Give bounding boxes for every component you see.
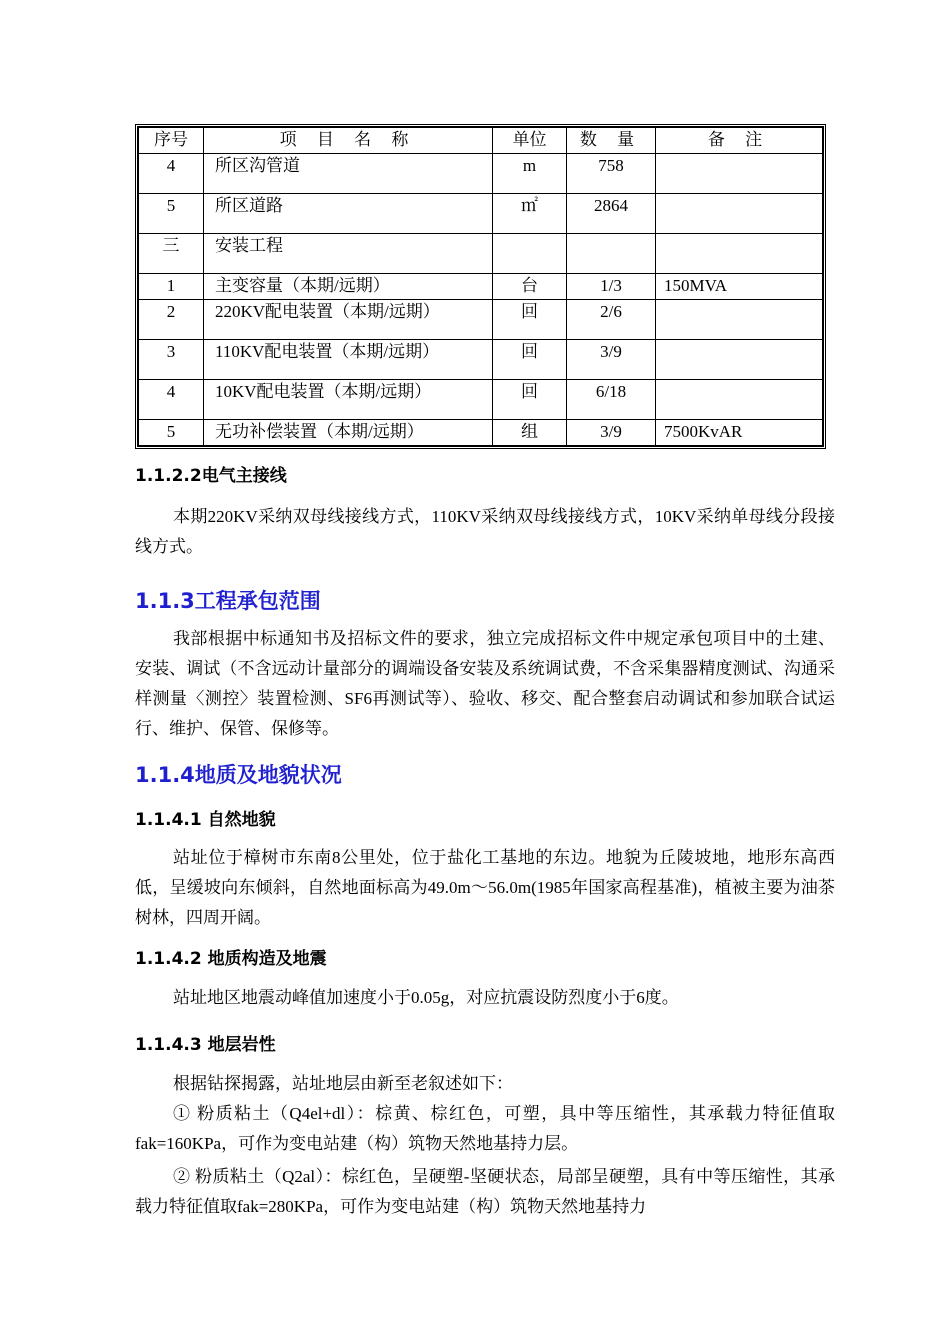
cell-name: 安装工程 (204, 234, 493, 274)
cell-unit: 回 (493, 300, 567, 340)
cell-no: 4 (139, 380, 204, 420)
heading-natural-landform: 1.1.4.1 自然地貌 (135, 810, 276, 830)
table-row (139, 300, 823, 340)
cell-unit: ㎡ (493, 194, 567, 234)
cell-qty: 2864 (567, 194, 656, 234)
cell-no: 5 (139, 194, 204, 234)
table-row (139, 274, 823, 300)
header-note-text: 备 注 (707, 130, 771, 149)
cell-note (656, 234, 823, 274)
cell-name: 无功补偿装置（本期/远期） (204, 420, 493, 446)
paragraph-natural-landform: 站址位于樟树市东南8公里处，位于盐化工基地的东边。地貌为丘陵坡地，地形东高西低，呈缓坡向东倾斜，自然地面标高为49.0m～56.0m(1985年国家高程基准)，植被主要为油茶树林，四周开阔。 (135, 848, 835, 927)
table-row (139, 234, 823, 274)
cell-note (656, 194, 823, 234)
paragraph-contract-scope: 我部根据中标通知书及招标文件的要求，独立完成招标文件中规定承包项目中的土建、安装、调试（不含远动计量部分的调端设备安装及系统调试费，不含采集器精度测试、沟通采样测量〈测控〉装置检测、SF6再测试等）、验收、移交、配合整套启动调试和参加联合试运行、维护、保管、保修等。 (135, 629, 835, 738)
heading-geology: 1.1.4地质及地貌状况 (135, 763, 342, 787)
header-unit: 单位 (493, 128, 567, 154)
cell-qty: 3/9 (567, 340, 656, 380)
cell-qty: 1/3 (567, 274, 656, 300)
cell-note (656, 154, 823, 194)
table-row (139, 154, 823, 194)
paragraph-strata-intro: 根据钻探揭露，站址地层由新至老叙述如下： (173, 1074, 513, 1093)
header-name (204, 128, 493, 154)
cell-note (656, 300, 823, 340)
cell-no: 3 (139, 340, 204, 380)
cell-note: 150MVA (656, 274, 823, 300)
paragraph-main-wiring: 本期220KV采纳双母线接线方式，110KV采纳双母线接线方式，10KV采纳单母线分段接线方式。 (135, 507, 835, 556)
cell-name: 220KV配电装置（本期/远期） (204, 300, 493, 340)
table-row (139, 420, 823, 446)
cell-unit: 台 (493, 274, 567, 300)
table-row (139, 340, 823, 380)
cell-qty (567, 234, 656, 274)
cell-note (656, 340, 823, 380)
cell-no: 2 (139, 300, 204, 340)
table-row (139, 194, 823, 234)
cell-name: 10KV配电装置（本期/远期） (204, 380, 493, 420)
cell-note: 7500KvAR (656, 420, 823, 446)
cell-qty: 6/18 (567, 380, 656, 420)
cell-unit: m (493, 154, 567, 194)
cell-qty: 3/9 (567, 420, 656, 446)
heading-geologic-structure: 1.1.4.2 地质构造及地震 (135, 949, 327, 969)
cell-no: 4 (139, 154, 204, 194)
cell-unit: 组 (493, 420, 567, 446)
table-header-row (139, 128, 823, 154)
paragraph-strata-item-1: ① 粉质粘土（Q4el+dl）：棕黄、棕红色，可塑，具中等压缩性，其承载力特征值取fak=160KPa，可作为变电站建（构）筑物天然地基持力层。 (135, 1104, 835, 1153)
header-qty-text: 数 量 (579, 130, 643, 149)
paragraph-geologic-structure: 站址地区地震动峰值加速度小于0.05g，对应抗震设防烈度小于6度。 (173, 988, 679, 1007)
cell-no: 1 (139, 274, 204, 300)
paragraph-strata-item-2: ② 粉质粘土（Q2al）：棕红色，呈硬塑-坚硬状态，局部呈硬塑，具有中等压缩性，其承载力特征值取fak=280KPa，可作为变电站建（构）筑物天然地基持力 (135, 1167, 835, 1216)
cell-name: 主变容量（本期/远期） (204, 274, 493, 300)
heading-strata: 1.1.4.3 地层岩性 (135, 1035, 276, 1055)
heading-main-wiring: 1.1.2.2电气主接线 (135, 466, 287, 486)
cell-name: 所区道路 (204, 194, 493, 234)
cell-no: 三 (139, 234, 204, 274)
cell-note (656, 380, 823, 420)
cell-unit: 回 (493, 340, 567, 380)
header-name-text: 项 目 名 称 (279, 130, 417, 149)
cell-no: 5 (139, 420, 204, 446)
cell-unit: 回 (493, 380, 567, 420)
project-table-grid (138, 127, 823, 446)
header-qty (567, 128, 656, 154)
header-note (656, 128, 823, 154)
cell-unit (493, 234, 567, 274)
cell-name: 110KV配电装置（本期/远期） (204, 340, 493, 380)
table-row (139, 380, 823, 420)
cell-qty: 758 (567, 154, 656, 194)
project-table (135, 124, 826, 449)
cell-qty: 2/6 (567, 300, 656, 340)
heading-contract-scope: 1.1.3工程承包范围 (135, 589, 321, 613)
cell-name: 所区沟管道 (204, 154, 493, 194)
header-no: 序号 (139, 128, 204, 154)
